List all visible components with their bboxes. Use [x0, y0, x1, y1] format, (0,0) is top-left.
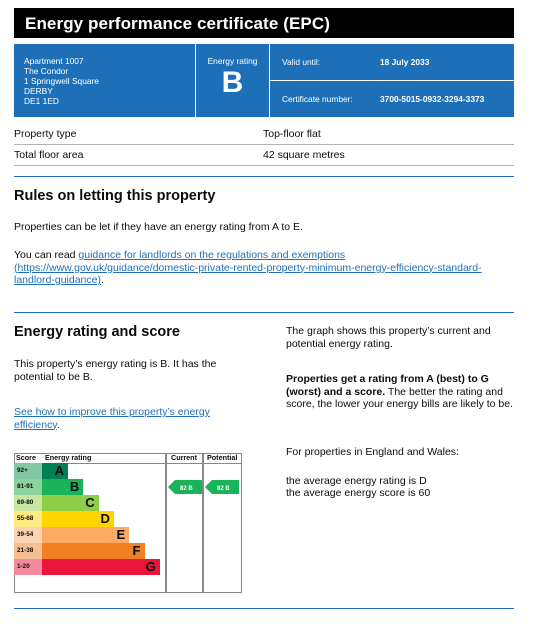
band-bar-e: E — [42, 527, 129, 543]
average-rating-text: the average energy rating is D — [286, 475, 427, 487]
certificate-number-label: Certificate number: — [282, 94, 353, 104]
improve-suffix: . — [56, 418, 60, 431]
band-score: 39-54 — [14, 527, 42, 543]
band-bar-d: D — [42, 511, 114, 527]
rating-explanation-bold: Properties get a rating from A (best) to G (worst) and a score. — [286, 373, 489, 398]
energy-rating-cell — [196, 44, 270, 117]
letting-text: Properties can be let if they have an energy rating from A to E. — [14, 221, 303, 233]
chart-header-potential: Potential — [207, 453, 238, 462]
guidance-link[interactable]: guidance for landlords on the regulations and exemptions — [78, 249, 346, 261]
rating-explanation-rest: The better the rating and score, the lower your energy bills are likely to be. — [286, 385, 514, 410]
valid-until-value: 18 July 2033 — [380, 57, 430, 67]
band-score: 55-68 — [14, 511, 42, 527]
band-bar-b: B — [42, 479, 83, 495]
band-score: 81-91 — [14, 479, 42, 495]
band-bar-g: G — [42, 559, 160, 575]
england-wales-text: For properties in England and Wales: — [286, 446, 459, 458]
rating-heading: Energy rating and score — [14, 324, 180, 340]
letting-heading: Rules on letting this property — [14, 188, 216, 204]
guidance-url-link[interactable]: (https://www.gov.uk/guidance/domestic-private-rented-property-minimum-energy-efficiency-standard-landlord-guidance) — [14, 261, 482, 286]
valid-until-label: Valid until: — [282, 57, 321, 67]
guidance-suffix: . — [100, 274, 104, 286]
current-rating-arrow — [168, 480, 202, 494]
band-score: 92+ — [14, 463, 42, 479]
table-row — [14, 124, 514, 145]
section-divider — [14, 608, 514, 609]
chart-header-current: Current — [171, 453, 197, 462]
potential-rating-arrow — [205, 480, 239, 494]
certificate-number-row — [270, 81, 514, 117]
section-divider — [14, 176, 514, 177]
property-address — [14, 44, 196, 117]
guidance-prefix: You can read — [14, 249, 79, 261]
section-divider — [14, 312, 514, 313]
table-row — [14, 145, 514, 166]
address-line: Apartment 1007 — [24, 56, 84, 66]
address-line: DERBY — [24, 86, 53, 96]
chart-header-score: Score — [16, 453, 36, 462]
floor-area-label: Total floor area — [14, 149, 84, 161]
energy-rating-chart — [14, 453, 242, 593]
floor-area-value: 42 square metres — [263, 149, 345, 161]
rating-summary: This property’s energy rating is B. It has the potential to be B. — [14, 358, 217, 383]
current-rating-arrow-label: 82 B — [180, 486, 193, 492]
improve-text — [14, 406, 244, 431]
property-details-table — [14, 124, 514, 166]
band-bar-f: F — [42, 543, 145, 559]
chart-header-rating: Energy rating — [45, 453, 92, 462]
property-type-label: Property type — [14, 128, 77, 140]
band-score: 21-38 — [14, 543, 42, 559]
address-line: The Condor — [24, 66, 69, 76]
page-title: Energy performance certificate (EPC) — [14, 8, 514, 38]
band-bar-a: A — [42, 463, 68, 479]
potential-column — [203, 453, 242, 593]
certificate-summary — [14, 44, 514, 117]
certificate-meta — [270, 44, 514, 117]
current-column — [166, 453, 203, 593]
energy-rating-value: B — [221, 66, 244, 99]
address-line: 1 Springwell Square — [24, 76, 99, 86]
band-score: 1-20 — [14, 559, 42, 575]
band-bar-c: C — [42, 495, 99, 511]
potential-rating-arrow-label: 82 B — [217, 486, 230, 492]
letting-guidance — [14, 249, 514, 287]
property-type-value: Top-floor flat — [263, 128, 321, 140]
average-score-text: the average energy score is 60 — [286, 487, 431, 499]
certificate-number-value: 3700-5015-0932-3294-3373 — [380, 94, 485, 104]
energy-rating-label: Energy rating — [207, 56, 258, 66]
band-score: 69-80 — [14, 495, 42, 511]
improve-link[interactable]: See how to improve this property’s energy efficiency — [14, 406, 210, 431]
valid-until-row — [270, 44, 514, 81]
rating-explanation — [286, 373, 514, 411]
address-line: DE1 1ED — [24, 96, 59, 106]
graph-description: The graph shows this property’s current and potential energy rating. — [286, 325, 491, 350]
